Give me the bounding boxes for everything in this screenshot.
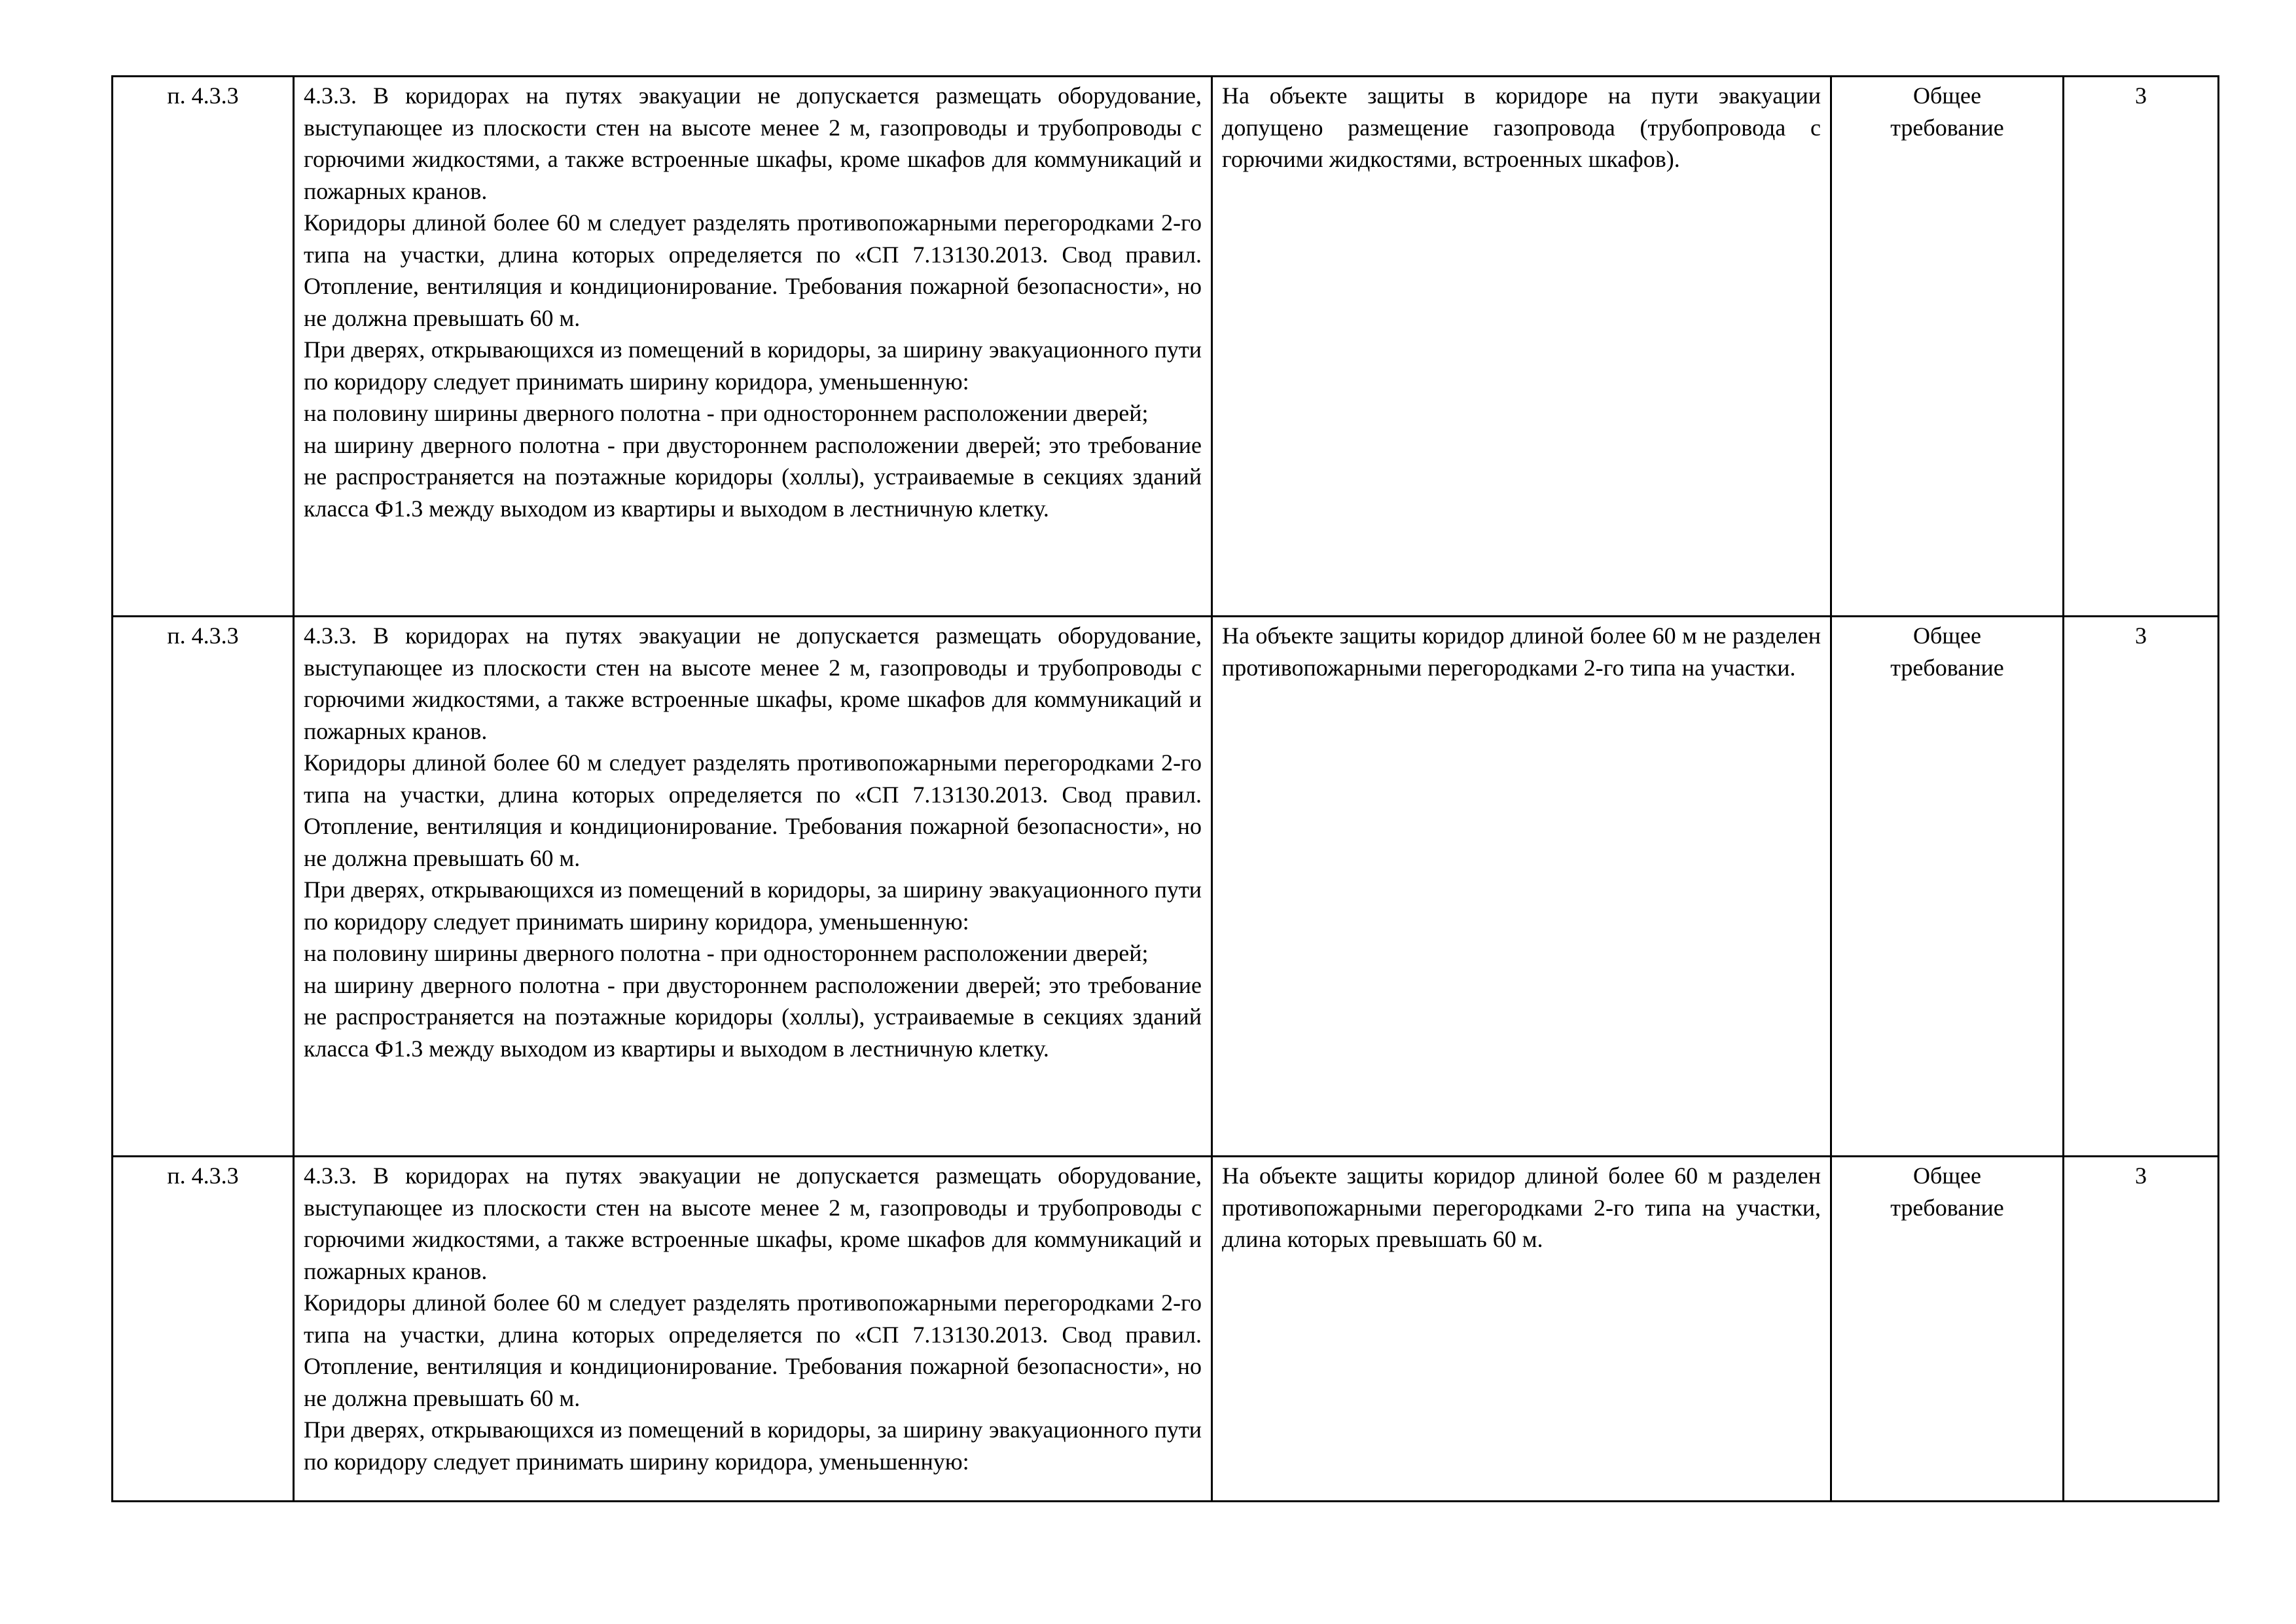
requirement-paragraph: Коридоры длиной более 60 м следует разделять противопожарными перегородками 2-го типа на участки, длина которых определяется по «СП 7.13130.2013. Свод правил. Отопление, вентиляция и кондиционирование. Требования пожарной безопасности», но не должна превышать 60 м. [304,749,1202,871]
requirement-paragraph: 4.3.3. В коридорах на путях эвакуации не допускается размещать оборудование, выступающее из плоскости стен на высоте менее 2 м, газопроводы и трубопроводы с горючими жидкостями, а также встроенные шкафы, кроме шкафов для коммуникаций и пожарных кранов. [304,82,1202,204]
risk-category: 3 [2064,1157,2219,1502]
requirement-type-line: требование [1890,654,2004,681]
requirement-paragraph: Коридоры длиной более 60 м следует разделять противопожарными перегородками 2-го типа на участки, длина которых определяется по «СП 7.13130.2013. Свод правил. Отопление, вентиляция и кондиционирование. Требования пожарной безопасности», но не должна превышать 60 м. [304,1290,1202,1411]
requirement-type-line: Общее [1913,82,1981,109]
requirement-type-line: требование [1890,114,2004,141]
requirement-text [294,77,1212,617]
requirement-type-line: Общее [1913,623,1981,649]
requirement-type [1831,77,2064,617]
risk-category: 3 [2064,617,2219,1157]
risk-category: 3 [2064,77,2219,617]
clause-reference: п. 4.3.3 [113,77,294,617]
requirement-paragraph: на ширину дверного полотна - при двустороннем расположении дверей; это требование не распространяется на поэтажные коридоры (холлы), устраиваемые в секциях зданий класса Ф1.3 между выходом из квартиры и выходом в лестничную клетку. [304,431,1202,522]
requirement-text [294,617,1212,1157]
table-row [113,617,2219,1157]
table-row [113,1157,2219,1502]
requirement-paragraph: на ширину дверного полотна - при двустороннем расположении дверей; это требование не распространяется на поэтажные коридоры (холлы), устраиваемые в секциях зданий класса Ф1.3 между выходом из квартиры и выходом в лестничную клетку. [304,971,1202,1062]
requirements-table [111,75,2219,1502]
requirement-paragraph: При дверях, открывающихся из помещений в коридоры, за ширину эвакуационного пути по коридору следует принимать ширину коридора, уменьшенную: [304,876,1202,935]
requirement-type [1831,1157,2064,1502]
violation-description: На объекте защиты в коридоре на пути эвакуации допущено размещение газопровода (трубопровода с горючими жидкостями, встроенных шкафов). [1212,77,1831,617]
requirement-paragraph: на половину ширины дверного полотна - при одностороннем расположении дверей; [304,400,1149,426]
requirement-paragraph: 4.3.3. В коридорах на путях эвакуации не допускается размещать оборудование, выступающее из плоскости стен на высоте менее 2 м, газопроводы и трубопроводы с горючими жидкостями, а также встроенные шкафы, кроме шкафов для коммуникаций и пожарных кранов. [304,623,1202,744]
clause-reference: п. 4.3.3 [113,617,294,1157]
requirement-type-line: требование [1890,1194,2004,1221]
clause-reference: п. 4.3.3 [113,1157,294,1502]
violation-description: На объекте защиты коридор длиной более 60 м не разделен противопожарными перегородками 2-го типа на участки. [1212,617,1831,1157]
requirement-paragraph: При дверях, открывающихся из помещений в коридоры, за ширину эвакуационного пути по коридору следует принимать ширину коридора, уменьшенную: [304,336,1202,395]
requirement-paragraph: Коридоры длиной более 60 м следует разделять противопожарными перегородками 2-го типа на участки, длина которых определяется по «СП 7.13130.2013. Свод правил. Отопление, вентиляция и кондиционирование. Требования пожарной безопасности», но не должна превышать 60 м. [304,209,1202,331]
requirement-paragraph: При дверях, открывающихся из помещений в коридоры, за ширину эвакуационного пути по коридору следует принимать ширину коридора, уменьшенную: [304,1416,1202,1475]
table-row [113,77,2219,617]
requirement-type-line: Общее [1913,1163,1981,1189]
requirement-paragraph: на половину ширины дверного полотна - при одностороннем расположении дверей; [304,940,1149,966]
requirement-type [1831,617,2064,1157]
requirement-text [294,1157,1212,1502]
violation-description: На объекте защиты коридор длиной более 60 м разделен противопожарными перегородками 2-го типа на участки, длина которых превышать 60 м. [1212,1157,1831,1502]
requirement-paragraph: 4.3.3. В коридорах на путях эвакуации не допускается размещать оборудование, выступающее из плоскости стен на высоте менее 2 м, газопроводы и трубопроводы с горючими жидкостями, а также встроенные шкафы, кроме шкафов для коммуникаций и пожарных кранов. [304,1163,1202,1284]
